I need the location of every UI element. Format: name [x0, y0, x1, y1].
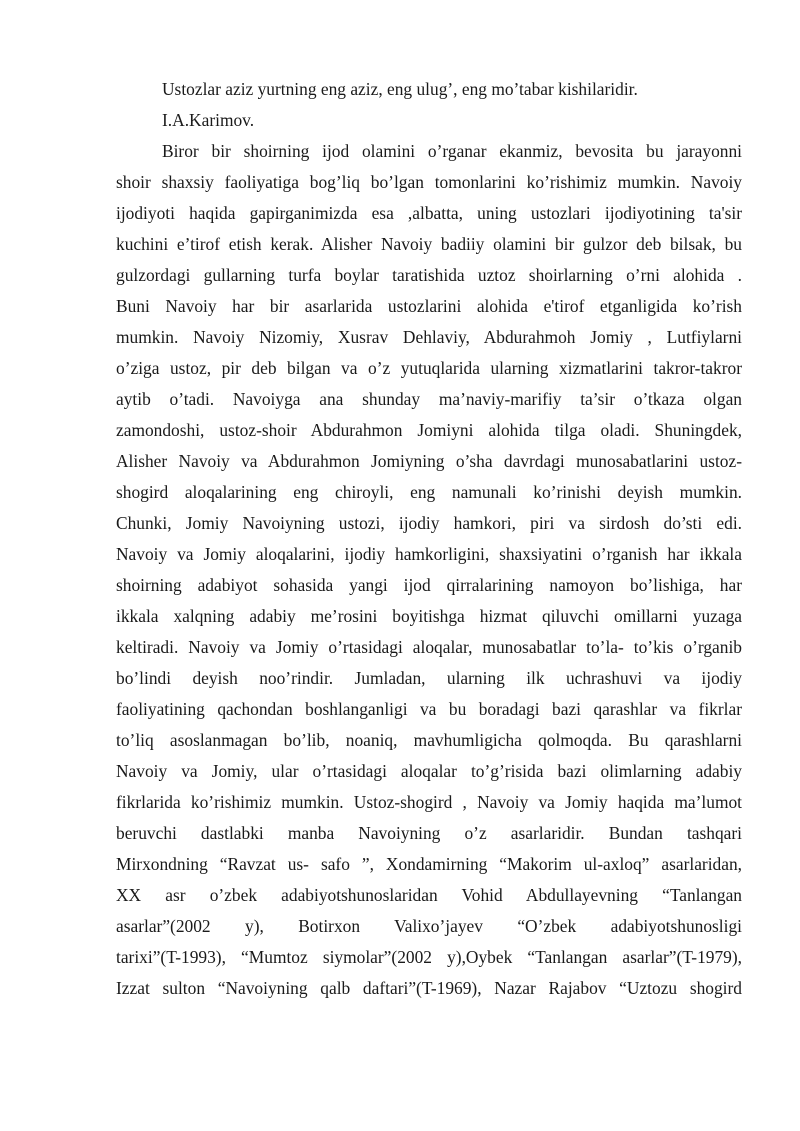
- text-line: faoliyatining qachondan boshlanganligi va bu boradagi bazi qarashlar va fikrlar: [116, 699, 742, 719]
- text-line: shoir shaxsiy faoliyatiga bog’liq bo’lgan tomonlarini ko’rishimiz mumkin. Navoiy: [116, 172, 742, 192]
- text-line: mumkin. Navoiy Nizomiy, Xusrav Dehlaviy, Abdurahmoh Jomiy , Lutfiylarni: [116, 327, 742, 347]
- text-line: Navoiy va Jomiy aloqalarini, ijodiy hamkorligini, shaxsiyatini o’rganish har ikkala: [116, 544, 742, 564]
- text-line: Izzat sulton “Navoiyning qalb daftari”(T-1969), Nazar Rajabov “Uztozu shogird: [116, 978, 742, 998]
- text-line: ikkala xalqning adabiy me’rosini boyitishga hizmat qiluvchi omillarni yuzaga: [116, 606, 742, 626]
- body-paragraph: [116, 136, 742, 1004]
- text-line: tarixi”(T-1993), “Mumtoz siymolar”(2002 y),Oybek “Tanlangan asarlar”(T-1979),: [116, 947, 742, 967]
- text-line: to’liq asoslanmagan bo’lib, noaniq, mavhumligicha qolmoqda. Bu qarashlarni: [116, 730, 742, 750]
- text-line: Chunki, Jomiy Navoiyning ustozi, ijodiy hamkori, piri va sirdosh do’sti edi.: [116, 513, 742, 533]
- document-page: [116, 74, 742, 1004]
- text-line: bo’lindi deyish noo’rindir. Jumladan, ularning ilk uchrashuvi va ijodiy: [116, 668, 742, 688]
- text-line: asarlar”(2002 y), Botirxon Valixo’jayev “O’zbek adabiyotshunosligi: [116, 916, 742, 936]
- text-line: beruvchi dastlabki manba Navoiyning o’z asarlaridir. Bundan tashqari: [116, 823, 742, 843]
- text-line: fikrlarida ko’rishimiz mumkin. Ustoz-shogird , Navoiy va Jomiy haqida ma’lumot: [116, 792, 742, 812]
- text-line: Alisher Navoiy va Abdurahmon Jomiyning o’sha davrdagi munosabatlarini ustoz-: [116, 451, 742, 471]
- epigraph: Ustozlar aziz yurtning eng aziz, eng ulug’, eng mo’tabar kishilaridir.: [162, 79, 638, 99]
- text-line: keltiradi. Navoiy va Jomiy o’rtasidagi aloqalar, munosabatlar to’la- to’kis o’rganib: [116, 637, 742, 657]
- text-line: gulzordagi gullarning turfa boylar taratishida uztoz shoirlarning o’rni alohida .: [116, 265, 742, 285]
- text-line: shoirning adabiyot sohasida yangi ijod qirralarining namoyon bo’lishiga, har: [116, 575, 742, 595]
- text-line: aytib o’tadi. Navoiyga ana shunday ma’naviy-marifiy ta’sir o’tkaza olgan: [116, 389, 742, 409]
- text-line: Navoiy va Jomiy, ular o’rtasidagi aloqalar to’g’risida bazi olimlarning adabiy: [116, 761, 742, 781]
- epigraph-author: I.A.Karimov.: [162, 110, 255, 130]
- text-line: Biror bir shoirning ijod olamini o’rganar ekanmiz, bevosita bu jarayonni: [162, 141, 742, 161]
- text-line: XX asr o’zbek adabiyotshunoslaridan Vohid Abdullayevning “Tanlangan: [116, 885, 742, 905]
- text-line: zamondoshi, ustoz-shoir Abdurahmon Jomiyni alohida tilga oladi. Shuningdek,: [116, 420, 742, 440]
- text-line: Mirxondning “Ravzat us- safo ”, Xondamirning “Makorim ul-axloq” asarlaridan,: [116, 854, 742, 874]
- text-line: Buni Navoiy har bir asarlarida ustozlarini alohida e'tirof etganligida ko’rish: [116, 296, 742, 316]
- text-line: o’ziga ustoz, pir deb bilgan va o’z yutuqlarida ularning xizmatlarini takror-takror: [116, 358, 742, 378]
- text-line: shogird aloqalarining eng chiroyli, eng namunali ko’rinishi deyish mumkin.: [116, 482, 742, 502]
- text-line: ijodiyoti haqida gapirganimizda esa ,albatta, uning ustozlari ijodiyotining ta'sir: [116, 203, 742, 223]
- text-line: kuchini e’tirof etish kerak. Alisher Navoiy badiiy olamini bir gulzor deb bilsak, bu: [116, 234, 742, 254]
